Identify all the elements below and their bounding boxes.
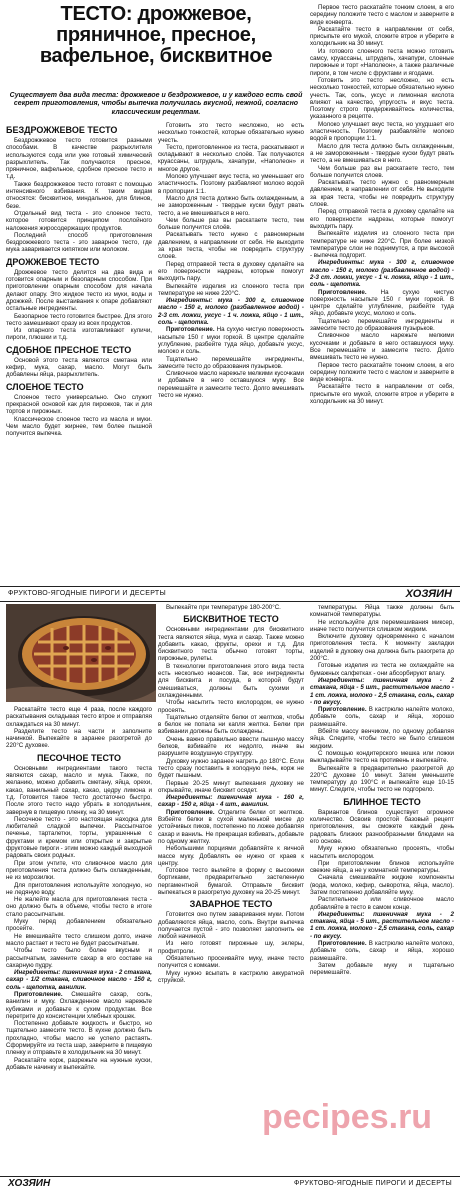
footer-logo: ХОЗЯИН [8, 1178, 51, 1189]
ingredients-text: пшеничная мука - 2 стакана, сахар - 1/2 стакана, сливочное масло - 150 г, соль - щепотка, ванилин. [6, 969, 152, 991]
paragraph: С помощью кондитерского мешка или ложки выкладывайте тесто на противень и выпекайте. [310, 749, 454, 765]
section-header-band [0, 586, 460, 602]
paragraph: Раскатывать тесто нужно с равномерным давлением, в направлении от себя. Не выходите за края теста, чтобы не повредить структуру слоев. [310, 179, 454, 209]
paragraph: Готовые изделия из теста не охлаждайте на бумажных салфетках - они абсорбируют влагу. [310, 662, 454, 677]
ingredients-label: Ингредиенты: [318, 676, 365, 684]
preparation-label: Приготовление. [318, 940, 367, 948]
section-heading: СДОБНОЕ ПРЕСНОЕ ТЕСТО [6, 344, 132, 355]
paragraph: Основными ингредиентами для бисквитного теста являются яйца, мука и сахар. Также можно добавить какао, фрукты, орехи и т.д. Для бисквитного теста обычно готовят торты, пирожные, рулеты. [158, 626, 304, 663]
preparation [158, 809, 304, 845]
pie-photo [6, 604, 156, 702]
paragraph: Первое тесто раскатайте тонким слоем, в его середину положите тесто с маслом и заверните в виде конверта. [310, 361, 454, 384]
paragraph: Раскатайте тесто в направлении от себя, присыпьте его мукой, сложите втрое и уберите в холодильник на 30 минут. [310, 383, 454, 406]
top-section [6, 4, 454, 584]
ingredients [6, 969, 152, 991]
paragraph: Основными ингредиентами такого теста являются сахар, масло и мука. Также, по желанию, можно добавить сметану, яйца, орехи, какао, ванильный сахар, какао, цедру лимона и т.д. Готовится такое тесто достаточно быстро. После этого тесто надо убрать в холодильник, завернув в пищевую пленку, на 30 минут. [6, 764, 152, 816]
paragraph: Чем больше раз вы раскатаете тесто, тем больше получится слоев. [310, 164, 454, 179]
footer-category: ФРУКТОВО-ЯГОДНЫЕ ПИРОГИ И ДЕСЕРТЫ [294, 1180, 452, 1187]
paragraph: Перед отправкой теста в духовку сделайте на его поверхности надрезы, которые помогут выходить пару. [158, 260, 304, 283]
paragraph: Муку перед добавлением обязательно просейте. [6, 918, 152, 933]
paragraph: Первое тесто раскатайте тонким слоем, в его середину положите тесто с маслом и заверните в виде конверта. [310, 4, 454, 26]
paragraph: Не вмешивайте тесто слишком долго, иначе масло растает и тесто не будет рассыпчатым. [6, 932, 152, 947]
ingredients-label: Ингредиенты: [166, 297, 213, 305]
paragraph: Чем больше раз вы раскатаете тесто, тем больше получится слоёв. [158, 216, 304, 232]
preparation [158, 326, 304, 355]
section-heading: БЕЗДРОЖЖЕВОЕ ТЕСТО [6, 125, 118, 135]
paragraph: Выпекайте изделия из слоеного теста при температуре не ниже 220°С. [158, 282, 304, 297]
paragraph: Бездрожжевое тесто готовится разными способами. В качестве разрыхлителя используются сода или уже готовый химический разрыхлитель. Так получаются пресное, пряничное, вафельное, сдобное пресное тесто и т.д. [6, 137, 152, 181]
paragraph: При приготовлении блинов используйте свежие яйца, а не у комнатной температуры. [310, 859, 454, 875]
preparation-text: Отделите белки от желтков. Взбейте белки в сухой маленькой миске до устойчивых пиков, постепенно по ложке добавляя сахар и ваниль. Не прекращая взбивать, добавьте по одному желтку. [158, 808, 304, 845]
paragraph: Основой этого теста являются сметана или кефир, мука, сахар, масло. Могут быть добавлены яйца, разрыхлитель. [6, 356, 152, 379]
section-category: ФРУКТОВО-ЯГОДНЫЕ ПИРОГИ И ДЕСЕРТЫ [8, 590, 166, 597]
ingredients-text: мука - 300 г, сливочное масло - 150 г, молоко (разбавленное водой) - 2-3 ст. ложки, уксус - 1 ч. ложка, яйцо - 1 шт., соль - щепотка. [158, 297, 304, 327]
paragraph: Тщательно отделяйте белки от желтков, чтобы в белок не попала ни капля желтка. Белки при взбивании должны быть охлаждены. [158, 713, 304, 736]
paragraph: Готовить это тесто несложно, но есть несколько тонкостей, которые обязательно нужно учесть. Так, соль, уксус и лимонная кислота влияют на качество, упругость и вкус теста. Поэтому строго придерживайтесь количества, указанного в рецепте. [310, 76, 454, 121]
paragraph: Раскатайте тесто еще 4 раза, после каждого раскатывания складывая тесто втрое и отправляя охлаждаться на 30 минут. [6, 706, 152, 728]
paragraph: Готовое тесто вылейте в форму с высокими бортиками, предварительно застеленную пергаментной бумагой. Отправьте бисквит выпекаться в разогретую духовку на 20-25 минут. [158, 867, 304, 896]
ingredients-text: мука - 300 г, сливочное масло - 150 г, молоко (разбавленное водой) - 2-3 ст. ложки, уксус - 1 ч. ложка, яйцо - 1 шт., соль - щепотка. [310, 259, 454, 289]
page-footer [0, 1176, 460, 1191]
paragraph: Масло для теста должно быть охлажденным, а не замороженным - твердые куски будут рвать тесто, а не вмешиваться в него. [310, 142, 454, 165]
ingredients [310, 677, 454, 706]
column-3 [310, 4, 454, 582]
preparation [310, 706, 454, 728]
paragraph: Классическое слоеное тесто из масла и муки. Чем масло будет жирнее, тем более пышной получится выпечка. [6, 415, 152, 438]
bottom-section [6, 604, 454, 1174]
paragraph: Молоко улучшает вкус теста, но ухудшает его эластичность. Поэтому разбавляйте молоко водой в пропорции 1:1. [310, 120, 454, 143]
paragraph: Дрожжевое тесто делится на два вида и готовится опарным и безопарным способом. При приготовлении опарным способом для начала делают опару. Это жидкое тесто из муки, воды и дрожжей. После выстаивания к опаре добавляют остальные ингредиенты. [6, 268, 152, 313]
paragraph: Выпекайте в предварительно разогретой до 220°С духовке 10 минут. Затем уменьшите температуру до 190°С и выпекайте еще 10-15 минут. Следите, чтобы тесто не подгорело. [310, 764, 454, 794]
paragraph: Первые 20-25 минут выпекания духовку не открывайте, иначе бисквит осядет. [158, 779, 304, 794]
preparation [310, 289, 454, 318]
column-2 [158, 122, 304, 582]
paragraph: При этом учтите, что сливочное масло для приготовления теста должно быть охлажденным, не из морозилки. [6, 859, 152, 882]
paragraph: Растительное или сливочное масло добавляйте в тесто в самом конце. [310, 896, 454, 911]
paragraph: Тесто, приготовленное из теста, раскатывают и складывают в несколько слоёв. Так получаются круассаны, штрудель, хачапури, «Наполеон» и многое другое. [158, 143, 304, 173]
paragraph: Не используйте для перемешивания миксер, иначе тесто получится слишком жидким. [310, 618, 454, 633]
paragraph: Безопарное тесто готовится быстрее. Для этого тесто замешивают сразу из всех продуктов. [6, 312, 152, 327]
preparation-label: Приготовление. [318, 288, 367, 296]
paragraph: Из готового слоеного теста можно готовить самсу, круассаны, штрудель, хачапури, слоеные пирожные и торт «Наполеон», а также различные пироги, в том числе с фруктами и ягодами. [310, 47, 454, 77]
bottom-column-3 [310, 604, 454, 1174]
paragraph: Разделите тесто на части и заполните начинкой. Выпекайте в заранее разогретой до 220°С духовке. [6, 727, 152, 750]
ingredients [158, 297, 304, 326]
paragraph: Выпекайте при температуре 180-200°С. [166, 604, 281, 611]
paragraph: Масло для теста должно быть охлажденным, а не замороженным - твердые куски будут рвать тесто, а не вмешиваться в него. [158, 194, 304, 217]
paragraph: Раскатайте тесто в направлении от себя, присыпьте его мукой, сложите втрое и уберите в холодильник на 30 минут. [310, 25, 454, 48]
paragraph: Выпекайте изделия из слоеного теста при температуре не ниже 220°С. При более низкой температуре слои не поднимутся, а при высокой - выпечка подгорит. [310, 230, 454, 260]
ingredients-label: Ингредиенты: [14, 969, 61, 977]
paragraph: Для приготовления используйте холодную, но не ледяную воду. [6, 881, 152, 896]
intro-text: Существует два вида теста: дрожжевое и бездрожжевое, и у каждого есть свой секрет приготовления, чтобы выпечка получилась вкусной, нежной, согласно классическим рецептам. [9, 92, 303, 116]
ingredients [310, 259, 454, 288]
paragraph: Вариантов блинов существует огромное количество. Освоив простой базовый рецепт приготовления, вы сможете каждый день радовать близких разнообразными блюдами на его основе. [310, 808, 454, 845]
paragraph: Тщательно перемешайте ингредиенты, замесите тесто до образования пузырьков. [158, 355, 304, 370]
preparation-text: На сухую чистую поверхность насыпьте 150 г муки горкой. В центре сделайте углубление, разбейте туда яйцо, добавьте уксус, молоко и соль. [158, 326, 304, 356]
ingredients-text: пшеничная мука - 2 стакана, яйца - 5 шт., растительное масло - 1 ст. ложка, молоко - 2,5 стакана, соль, сахар - по вкусу. [310, 676, 454, 706]
paragraph: Сливочное масло нарежьте мелкими кусочками и добавьте в него оставшуюся муку. Все перемешайте и замесите тесто. Долго вмешивать тесто не нужно. [310, 332, 454, 362]
paragraph: Из опарного теста изготавливают куличи, пироги, плюшки и т.д. [6, 327, 152, 342]
ingredients-label: Ингредиенты: [318, 259, 365, 267]
paragraph: Последний способ приготовления бездрожжевого теста - это заварное тесто, где мука заваривается кипятком или молоком. [6, 231, 152, 254]
section-heading: ЗАВАРНОЕ ТЕСТО [189, 899, 273, 910]
paragraph: Не жалейте масла для приготовления теста - оно должно быть в объеме, чтобы тесто в итоге стало рассыпчатым. [6, 896, 152, 918]
paragraph: Затем добавьте муку и тщательно перемешайте. [310, 961, 454, 977]
paragraph: Песочное тесто - это настоящая находка для любителей сладкой выпечки. Рассыпчатое печенье, тарталетки, торты, украшенные с фруктами и кремом или открытые и закрытые фруктовые пироги - этим можно каждый выходной радовать своих родных. [6, 815, 152, 860]
preparation-label: Приготовление. [318, 706, 367, 714]
ingredients-text: пшеничная мука - 160 г, сахар - 150 г, яйца - 4 шт., ванилин. [158, 794, 304, 809]
paragraph: Постепенно добавьте жидкость и быстро, но тщательно замесите тесто. В кухне должно быть прохладно, чтобы масло не успело растаять. Сформируйте из теста шар, заверните в пищевую пленку и отправьте в холодильник на 30 минут. [6, 1020, 152, 1057]
paragraph: Раскатайте корж, разрежьте на нужные куски, добавьте начинку и выпекайте. [6, 1056, 152, 1071]
paragraph: Обязательно просеивайте муку, иначе тесто получится с комками. [158, 955, 304, 970]
column-1 [6, 122, 152, 582]
paragraph: Чтобы насытить тесто кислородом, ее нужно просеять. [158, 699, 304, 714]
paragraph: Тщательно перемешайте ингредиенты и замесите тесто до образования пузырьков. [310, 317, 454, 333]
paragraph: Духовку нужно заранее нагреть до 180°С. Если тесто сразу поставить в холодную печь, корж не будет пышным. [158, 757, 304, 780]
paragraph: Молоко улучшает вкус теста, но уменьшает его эластичность. Поэтому разбавляют молоко водой в пропорции 1:1. [158, 173, 304, 195]
paragraph: Слоеное тесто универсально. Оно служит прекрасной основой как для пирожков, так и для тортов и пирожных. [6, 393, 152, 416]
paragraph: Из него готовят пирожные шу, эклеры, профитроли. [158, 940, 304, 955]
paragraph: Муку нужно всыпать в кастрюлю аккуратной струйкой. [158, 969, 304, 984]
preparation-text: Смешайте сахар, соль, ванилин и муку. Охлажденное масло нарежьте кубиками и добавьте к сухим продуктам. Все перетрите до консистенции хлебных крошек. [6, 990, 152, 1020]
section-heading: БИСКВИТНОЕ ТЕСТО [183, 614, 279, 625]
preparation-text: В кастрюлю налейте молоко, добавьте соль, сахар и яйца, хорошо размешайте. [310, 706, 454, 728]
paragraph: Очень важно правильно ввести пышную массу белков, взбивайте их недолго, иначе вы разрушите воздушную структуру. [158, 735, 304, 758]
pie-illustration [6, 604, 156, 702]
paragraph: температуры. Яйца также должны быть комнатной температуры. [310, 604, 454, 619]
paragraph: Также бездрожжевое тесто готовят с помощью интенсивного взбивания. К таким видам относятся: бисквитное, миндальное, для блинов, безе. [6, 180, 152, 210]
paragraph: Сливочное масло нарежьте мелкими кусочками и добавьте в него оставшуюся муку. Все перемешайте и замесите тесто. Долго вмешивать тесто не нужно. [158, 370, 304, 399]
preparation [6, 991, 152, 1020]
paragraph: Муку нужно обязательно просеять, чтобы насытить кислородом. [310, 845, 454, 860]
preparation-text: В кастрюлю налейте молоко, добавьте соль, сахар и яйца, хорошо размешайте. [310, 940, 454, 962]
ingredients-label: Ингредиенты: [318, 910, 365, 918]
bottom-column-1 [6, 706, 152, 1174]
ingredients-text: пшеничная мука - 2 стакана, яйца - 5 шт., растительное масло - 1 ст. ложка, молоко - 2,5 стакана, соль, сахар - по вкусу. [310, 910, 454, 940]
preparation-text: На сухую чистую поверхность насыпьте 150 г муки горкой. В центре сделайте углубление, разбейте туда яйцо, добавьте уксус, молоко и соль. [310, 288, 454, 318]
paragraph: Готовится оно путем заваривания муки. Потом добавляются яйца, масло, соль. Внутри выпечка получается пустой - это позволяет заполнить ее любой начинкой. [158, 911, 304, 941]
preparation-label: Приготовление. [14, 990, 63, 998]
magazine-logo: ХОЗЯИН [405, 588, 452, 600]
watermark-text: pecipes.ru [262, 1098, 433, 1136]
section-heading: ДРОЖЖЕВОЕ ТЕСТО [6, 256, 100, 267]
paragraph: В технологии приготовления этого вида теста есть несколько нюансов. Так, все ингредиенты для бисквита и посуда, в которой будут смешиваться, должны быть сухими и охлажденными. [158, 662, 304, 699]
paragraph: Перед отправкой теста в духовку сделайте на его поверхности надрезы, которые помогут выходить пару. [310, 208, 454, 230]
ingredients-label: Ингредиенты: [166, 794, 213, 802]
paragraph: Сначала смешивайте жидкие компоненты (вода, молоко, кефир, сыворотка, яйца, масло). Затем постепенно добавляйте муку. [310, 874, 454, 896]
paragraph: Отдельный вид теста - это слоеное тесто, которое готовится принципом послойного наложения жиросодержащих продуктов. [6, 209, 152, 232]
section-heading: СЛОЕНОЕ ТЕСТО [6, 381, 84, 392]
preparation-label: Приготовление. [166, 326, 215, 334]
paragraph: Вбейте массу венчиком, по одному добавляя яйца. Следите, чтобы тесто не было слишком жидким. [310, 728, 454, 750]
preparation [310, 940, 454, 962]
paragraph: Включите духовку одновременно с началом приготовления теста. К моменту закладки изделий в духовку она должна быть разогрета до 200°С. [310, 633, 454, 663]
section-heading: БЛИННОЕ ТЕСТО [343, 796, 421, 807]
ingredients [158, 794, 304, 809]
section-heading: ПЕСОЧНОЕ ТЕСТО [36, 752, 122, 763]
ingredients [310, 911, 454, 940]
preparation-label: Приготовление. [166, 808, 215, 816]
paragraph: Раскатывать тесто нужно с равномерным давлением, в направлении от себя. Не выходите за края теста, чтобы не повредить структуру слоев. [158, 231, 304, 261]
paragraph: Небольшими порциями добавляйте к яичной массе муку. Добавлять ее нужно от краев к центру. [158, 845, 304, 867]
bottom-column-2 [158, 604, 304, 1174]
paragraph: Чтобы тесто было более вкусным и рассыпчатым, замените сахар в его составе на сахарную пудру. [6, 947, 152, 969]
page-title: ТЕСТО: дрожжевое, пряничное, пресное, вафельное, бисквитное [39, 4, 273, 67]
paragraph: Готовить это тесто несложно, но есть несколько тонкостей, которые обязательно нужно учесть. [158, 122, 304, 144]
